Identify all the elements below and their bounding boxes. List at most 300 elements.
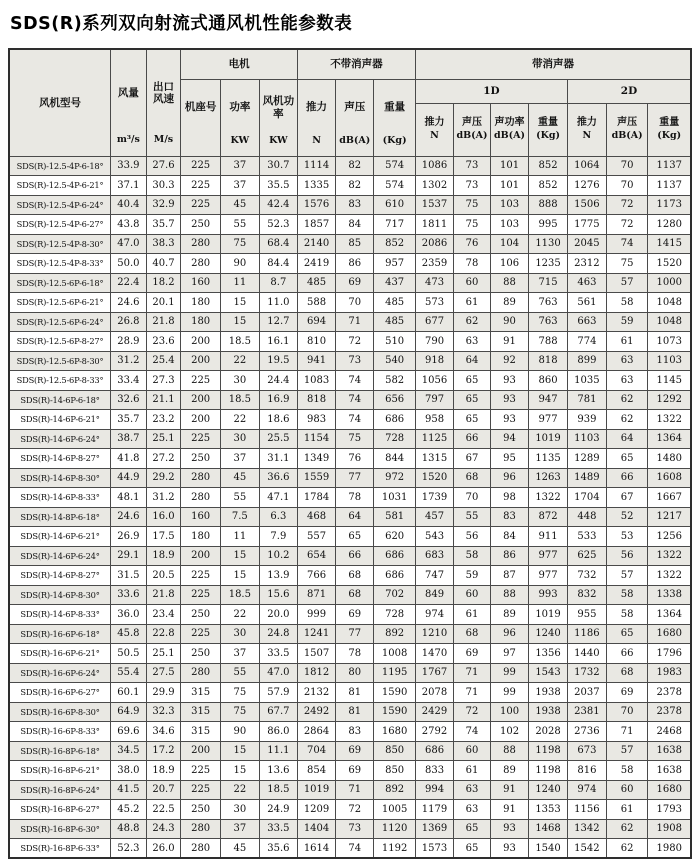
header-1d-swl: 声功率 dB(A) (490, 103, 528, 156)
model-cell: SDS(R)-12.5-6P-8-27° (9, 332, 111, 352)
value-cell: 71 (336, 312, 374, 332)
value-cell: 94 (490, 429, 528, 449)
value-cell: 91 (490, 332, 528, 352)
header-frame-size: 机座号 (181, 79, 221, 156)
value-cell: 74 (606, 234, 648, 254)
value-cell: 70 (606, 156, 648, 176)
value-cell: 82 (336, 176, 374, 196)
table-row (9, 839, 691, 859)
value-cell: 663 (567, 312, 606, 332)
value-cell: 2045 (567, 234, 606, 254)
value-cell: 1280 (648, 215, 691, 235)
value-cell: 1179 (415, 800, 453, 820)
value-cell: 93 (490, 819, 528, 839)
value-cell: 15 (220, 546, 259, 566)
value-cell: 44.9 (111, 468, 146, 488)
value-cell: 22.5 (146, 800, 181, 820)
value-cell: 2468 (648, 722, 691, 742)
value-cell: 50.5 (111, 644, 146, 664)
value-cell: 225 (181, 429, 221, 449)
value-cell: 1137 (648, 176, 691, 196)
value-cell: 30 (220, 800, 259, 820)
value-cell: 686 (374, 546, 416, 566)
value-cell: 74 (336, 390, 374, 410)
value-cell: 28.9 (111, 332, 146, 352)
value-cell: 774 (567, 332, 606, 352)
value-cell: 15.6 (259, 585, 297, 605)
value-cell: 84 (336, 215, 374, 235)
value-cell: 13.9 (259, 566, 297, 586)
value-cell: 61 (606, 800, 648, 820)
table-row (9, 410, 691, 430)
value-cell: 66 (606, 644, 648, 664)
table-row (9, 195, 691, 215)
value-cell: 65 (454, 839, 491, 859)
value-cell: 62 (454, 312, 491, 332)
value-cell: 24.3 (146, 819, 181, 839)
value-cell: 23.4 (146, 605, 181, 625)
value-cell: 97 (490, 644, 528, 664)
value-cell: 1209 (297, 800, 335, 820)
value-cell: 1217 (648, 507, 691, 527)
table-row (9, 156, 691, 176)
value-cell: 1322 (648, 566, 691, 586)
table-row (9, 507, 691, 527)
value-cell: 27.6 (146, 156, 181, 176)
value-cell: 75 (220, 683, 259, 703)
value-cell: 250 (181, 644, 221, 664)
value-cell: 8.7 (259, 273, 297, 293)
value-cell: 10.2 (259, 546, 297, 566)
value-cell: 2419 (297, 254, 335, 274)
value-cell: 1322 (648, 410, 691, 430)
value-cell: 83 (336, 195, 374, 215)
value-cell: 656 (374, 390, 416, 410)
value-cell: 977 (529, 566, 568, 586)
value-cell: 160 (181, 507, 221, 527)
model-cell: SDS(R)-16-6P-8-30° (9, 702, 111, 722)
value-cell: 280 (181, 468, 221, 488)
value-cell: 61 (454, 293, 491, 313)
value-cell: 1608 (648, 468, 691, 488)
table-row (9, 683, 691, 703)
value-cell: 52 (606, 507, 648, 527)
value-cell: 1195 (374, 663, 416, 683)
value-cell: 69 (336, 741, 374, 761)
value-cell: 12.7 (259, 312, 297, 332)
header-2d-thrust: 推力 N (567, 103, 606, 156)
model-cell: SDS(R)-12.5-6P-8-30° (9, 351, 111, 371)
value-cell: 22 (220, 605, 259, 625)
value-cell: 200 (181, 390, 221, 410)
value-cell: 45 (220, 839, 259, 859)
value-cell: 22.4 (111, 273, 146, 293)
value-cell: 30 (220, 371, 259, 391)
value-cell: 83 (490, 507, 528, 527)
value-cell: 993 (529, 585, 568, 605)
value-cell: 941 (297, 351, 335, 371)
value-cell: 1240 (529, 624, 568, 644)
value-cell: 561 (567, 293, 606, 313)
value-cell: 74 (336, 839, 374, 859)
value-cell: 91 (490, 780, 528, 800)
value-cell: 1103 (648, 351, 691, 371)
model-cell: SDS(R)-14-6P-8-33° (9, 605, 111, 625)
value-cell: 93 (490, 390, 528, 410)
value-cell: 1739 (415, 488, 453, 508)
value-cell: 485 (374, 293, 416, 313)
value-cell: 82 (336, 156, 374, 176)
value-cell: 225 (181, 371, 221, 391)
value-cell: 1198 (529, 741, 568, 761)
value-cell: 59 (454, 566, 491, 586)
value-cell: 1811 (415, 215, 453, 235)
value-cell: 80 (336, 663, 374, 683)
value-cell: 18.5 (220, 332, 259, 352)
value-cell: 18.2 (146, 273, 181, 293)
value-cell: 92 (490, 351, 528, 371)
value-cell: 57 (606, 741, 648, 761)
value-cell: 30.7 (259, 156, 297, 176)
value-cell: 104 (490, 234, 528, 254)
value-cell: 2132 (297, 683, 335, 703)
value-cell: 2378 (648, 683, 691, 703)
value-cell: 29.1 (111, 546, 146, 566)
value-cell: 23.6 (146, 332, 181, 352)
value-cell: 1173 (648, 195, 691, 215)
value-cell: 1404 (297, 819, 335, 839)
value-cell: 250 (181, 800, 221, 820)
value-cell: 58 (606, 293, 648, 313)
value-cell: 557 (297, 527, 335, 547)
table-row (9, 176, 691, 196)
header-fan-power: 风机功率 KW (259, 79, 297, 156)
value-cell: 57 (606, 273, 648, 293)
value-cell: 40.7 (146, 254, 181, 274)
value-cell: 34.6 (146, 722, 181, 742)
value-cell: 1793 (648, 800, 691, 820)
value-cell: 2492 (297, 702, 335, 722)
value-cell: 64 (606, 429, 648, 449)
page-title: SDS(R)系列双向射流式通风机性能参数表 (10, 14, 353, 34)
model-cell: SDS(R)-12.5-4P-8-30° (9, 234, 111, 254)
value-cell: 1415 (648, 234, 691, 254)
value-cell: 15 (220, 566, 259, 586)
header-1d-weight: 重量 (Kg) (529, 103, 568, 156)
value-cell: 57.9 (259, 683, 297, 703)
value-cell: 2086 (415, 234, 453, 254)
value-cell: 21.8 (146, 312, 181, 332)
value-cell: 86.0 (259, 722, 297, 742)
value-cell: 16.1 (259, 332, 297, 352)
value-cell: 15 (220, 761, 259, 781)
value-cell: 977 (529, 546, 568, 566)
value-cell: 86 (336, 254, 374, 274)
value-cell: 65 (336, 527, 374, 547)
value-cell: 180 (181, 312, 221, 332)
value-cell: 1019 (529, 605, 568, 625)
header-2d-weight: 重量 (Kg) (648, 103, 691, 156)
value-cell: 81 (336, 683, 374, 703)
value-cell: 6.3 (259, 507, 297, 527)
value-cell: 36.0 (111, 605, 146, 625)
value-cell: 620 (374, 527, 416, 547)
value-cell: 160 (181, 273, 221, 293)
header-power: 功率 KW (220, 79, 259, 156)
value-cell: 25.1 (146, 429, 181, 449)
value-cell: 73 (336, 351, 374, 371)
value-cell: 21.1 (146, 390, 181, 410)
value-cell: 84 (490, 527, 528, 547)
value-cell: 65 (606, 624, 648, 644)
model-cell: SDS(R)-16-6P-8-33° (9, 722, 111, 742)
value-cell: 89 (490, 761, 528, 781)
value-cell: 75 (220, 702, 259, 722)
value-cell: 24.8 (259, 624, 297, 644)
value-cell: 280 (181, 488, 221, 508)
value-cell: 781 (567, 390, 606, 410)
value-cell: 101 (490, 176, 528, 196)
value-cell: 58 (606, 761, 648, 781)
header-1d-thrust: 推力 N (415, 103, 453, 156)
value-cell: 93 (490, 839, 528, 859)
model-cell: SDS(R)-16-8P-6-27° (9, 800, 111, 820)
value-cell: 1156 (567, 800, 606, 820)
value-cell: 52.3 (259, 215, 297, 235)
value-cell: 1083 (297, 371, 335, 391)
table-row (9, 449, 691, 469)
value-cell: 75 (606, 254, 648, 274)
value-cell: 22 (220, 410, 259, 430)
value-cell: 918 (415, 351, 453, 371)
value-cell: 37 (220, 644, 259, 664)
value-cell: 1292 (648, 390, 691, 410)
value-cell: 1335 (297, 176, 335, 196)
value-cell: 540 (374, 351, 416, 371)
value-cell: 704 (297, 741, 335, 761)
header-spl: 声压 dB(A) (336, 79, 374, 156)
value-cell: 1114 (297, 156, 335, 176)
value-cell: 581 (374, 507, 416, 527)
value-cell: 55 (454, 507, 491, 527)
table-row (9, 429, 691, 449)
value-cell: 96 (490, 468, 528, 488)
value-cell: 485 (297, 273, 335, 293)
model-cell: SDS(R)-12.5-4P-6-27° (9, 215, 111, 235)
value-cell: 41.8 (111, 449, 146, 469)
value-cell: 677 (415, 312, 453, 332)
value-cell: 53 (606, 527, 648, 547)
value-cell: 62 (606, 839, 648, 859)
value-cell: 45.8 (111, 624, 146, 644)
model-cell: SDS(R)-14-6P-8-30° (9, 468, 111, 488)
value-cell: 686 (415, 741, 453, 761)
value-cell: 790 (415, 332, 453, 352)
value-cell: 78 (336, 644, 374, 664)
value-cell: 72 (606, 195, 648, 215)
value-cell: 32.6 (111, 390, 146, 410)
value-cell: 23.2 (146, 410, 181, 430)
value-cell: 280 (181, 234, 221, 254)
value-cell: 280 (181, 819, 221, 839)
table-row (9, 722, 691, 742)
value-cell: 1364 (648, 605, 691, 625)
value-cell: 71 (454, 663, 491, 683)
header-silencer-group: 带消声器 (415, 49, 691, 79)
value-cell: 574 (374, 176, 416, 196)
value-cell: 22 (220, 780, 259, 800)
value-cell: 37 (220, 176, 259, 196)
value-cell: 1356 (529, 644, 568, 664)
model-cell: SDS(R)-12.5-6P-6-24° (9, 312, 111, 332)
header-outlet-velocity: 出口风速 M/s (146, 49, 181, 156)
value-cell: 25.1 (146, 644, 181, 664)
value-cell: 59 (606, 312, 648, 332)
table-row (9, 644, 691, 664)
value-cell: 225 (181, 566, 221, 586)
value-cell: 1035 (567, 371, 606, 391)
value-cell: 73 (336, 819, 374, 839)
value-cell: 25.5 (259, 429, 297, 449)
value-cell: 1120 (374, 819, 416, 839)
value-cell: 88 (490, 741, 528, 761)
value-cell: 1289 (567, 449, 606, 469)
value-cell: 225 (181, 585, 221, 605)
value-cell: 38.0 (111, 761, 146, 781)
value-cell: 75 (220, 234, 259, 254)
value-cell: 1590 (374, 702, 416, 722)
model-cell: SDS(R)-12.5-4P-6-21° (9, 176, 111, 196)
value-cell: 899 (567, 351, 606, 371)
model-cell: SDS(R)-14-6P-6-24° (9, 429, 111, 449)
value-cell: 763 (529, 312, 568, 332)
value-cell: 1983 (648, 663, 691, 683)
value-cell: 852 (374, 234, 416, 254)
value-cell: 70 (336, 293, 374, 313)
value-cell: 63 (454, 332, 491, 352)
value-cell: 72 (454, 702, 491, 722)
value-cell: 19.5 (259, 351, 297, 371)
table-row (9, 254, 691, 274)
value-cell: 850 (374, 741, 416, 761)
value-cell: 27.5 (146, 663, 181, 683)
value-cell: 463 (567, 273, 606, 293)
value-cell: 27.2 (146, 449, 181, 469)
value-cell: 47.0 (111, 234, 146, 254)
value-cell: 64.9 (111, 702, 146, 722)
value-cell: 871 (297, 585, 335, 605)
value-cell: 66 (454, 429, 491, 449)
value-cell: 1812 (297, 663, 335, 683)
value-cell: 939 (567, 410, 606, 430)
value-cell: 7.9 (259, 527, 297, 547)
value-cell: 61 (454, 605, 491, 625)
table-row (9, 351, 691, 371)
value-cell: 18.9 (146, 761, 181, 781)
value-cell: 69.6 (111, 722, 146, 742)
value-cell: 69 (454, 644, 491, 664)
value-cell: 61 (454, 761, 491, 781)
value-cell: 67.7 (259, 702, 297, 722)
value-cell: 852 (529, 176, 568, 196)
value-cell: 788 (529, 332, 568, 352)
value-cell: 68 (606, 663, 648, 683)
value-cell: 1540 (529, 839, 568, 859)
table-row (9, 468, 691, 488)
model-cell: SDS(R)-14-6P-6-21° (9, 527, 111, 547)
value-cell: 717 (374, 215, 416, 235)
value-cell: 1938 (529, 683, 568, 703)
value-cell: 66 (336, 546, 374, 566)
model-cell: SDS(R)-16-8P-6-33° (9, 839, 111, 859)
value-cell: 17.5 (146, 527, 181, 547)
value-cell: 29.9 (146, 683, 181, 703)
value-cell: 73 (454, 176, 491, 196)
model-cell: SDS(R)-16-8P-6-30° (9, 819, 111, 839)
table-row (9, 293, 691, 313)
value-cell: 1240 (529, 780, 568, 800)
table-row (9, 390, 691, 410)
value-cell: 673 (567, 741, 606, 761)
value-cell: 71 (454, 683, 491, 703)
value-cell: 573 (415, 293, 453, 313)
value-cell: 994 (415, 780, 453, 800)
value-cell: 99 (490, 683, 528, 703)
value-cell: 30 (220, 624, 259, 644)
value-cell: 1103 (567, 429, 606, 449)
value-cell: 52.3 (111, 839, 146, 859)
value-cell: 1369 (415, 819, 453, 839)
header-2d-spl: 声压 dB(A) (606, 103, 648, 156)
value-cell: 69 (336, 605, 374, 625)
value-cell: 15 (220, 293, 259, 313)
value-cell: 694 (297, 312, 335, 332)
value-cell: 75 (336, 429, 374, 449)
value-cell: 64 (336, 507, 374, 527)
value-cell: 816 (567, 761, 606, 781)
value-cell: 1520 (415, 468, 453, 488)
value-cell: 892 (374, 780, 416, 800)
header-1d-spl: 声压 dB(A) (454, 103, 491, 156)
value-cell: 20.1 (146, 293, 181, 313)
value-cell: 610 (374, 195, 416, 215)
model-cell: SDS(R)-14-6P-8-33° (9, 488, 111, 508)
value-cell: 2429 (415, 702, 453, 722)
value-cell: 68.4 (259, 234, 297, 254)
value-cell: 36.6 (259, 468, 297, 488)
value-cell: 1056 (415, 371, 453, 391)
value-cell: 88 (490, 585, 528, 605)
value-cell: 102 (490, 722, 528, 742)
value-cell: 315 (181, 722, 221, 742)
value-cell: 225 (181, 780, 221, 800)
value-cell: 510 (374, 332, 416, 352)
value-cell: 81 (336, 702, 374, 722)
table-row (9, 527, 691, 547)
value-cell: 45.2 (111, 800, 146, 820)
value-cell: 35.7 (146, 215, 181, 235)
value-cell: 37 (220, 156, 259, 176)
value-cell: 955 (567, 605, 606, 625)
value-cell: 1198 (529, 761, 568, 781)
value-cell: 55 (220, 488, 259, 508)
value-cell: 1005 (374, 800, 416, 820)
value-cell: 38.7 (111, 429, 146, 449)
value-cell: 32.9 (146, 195, 181, 215)
value-cell: 225 (181, 156, 221, 176)
value-cell: 85 (336, 234, 374, 254)
value-cell: 1520 (648, 254, 691, 274)
